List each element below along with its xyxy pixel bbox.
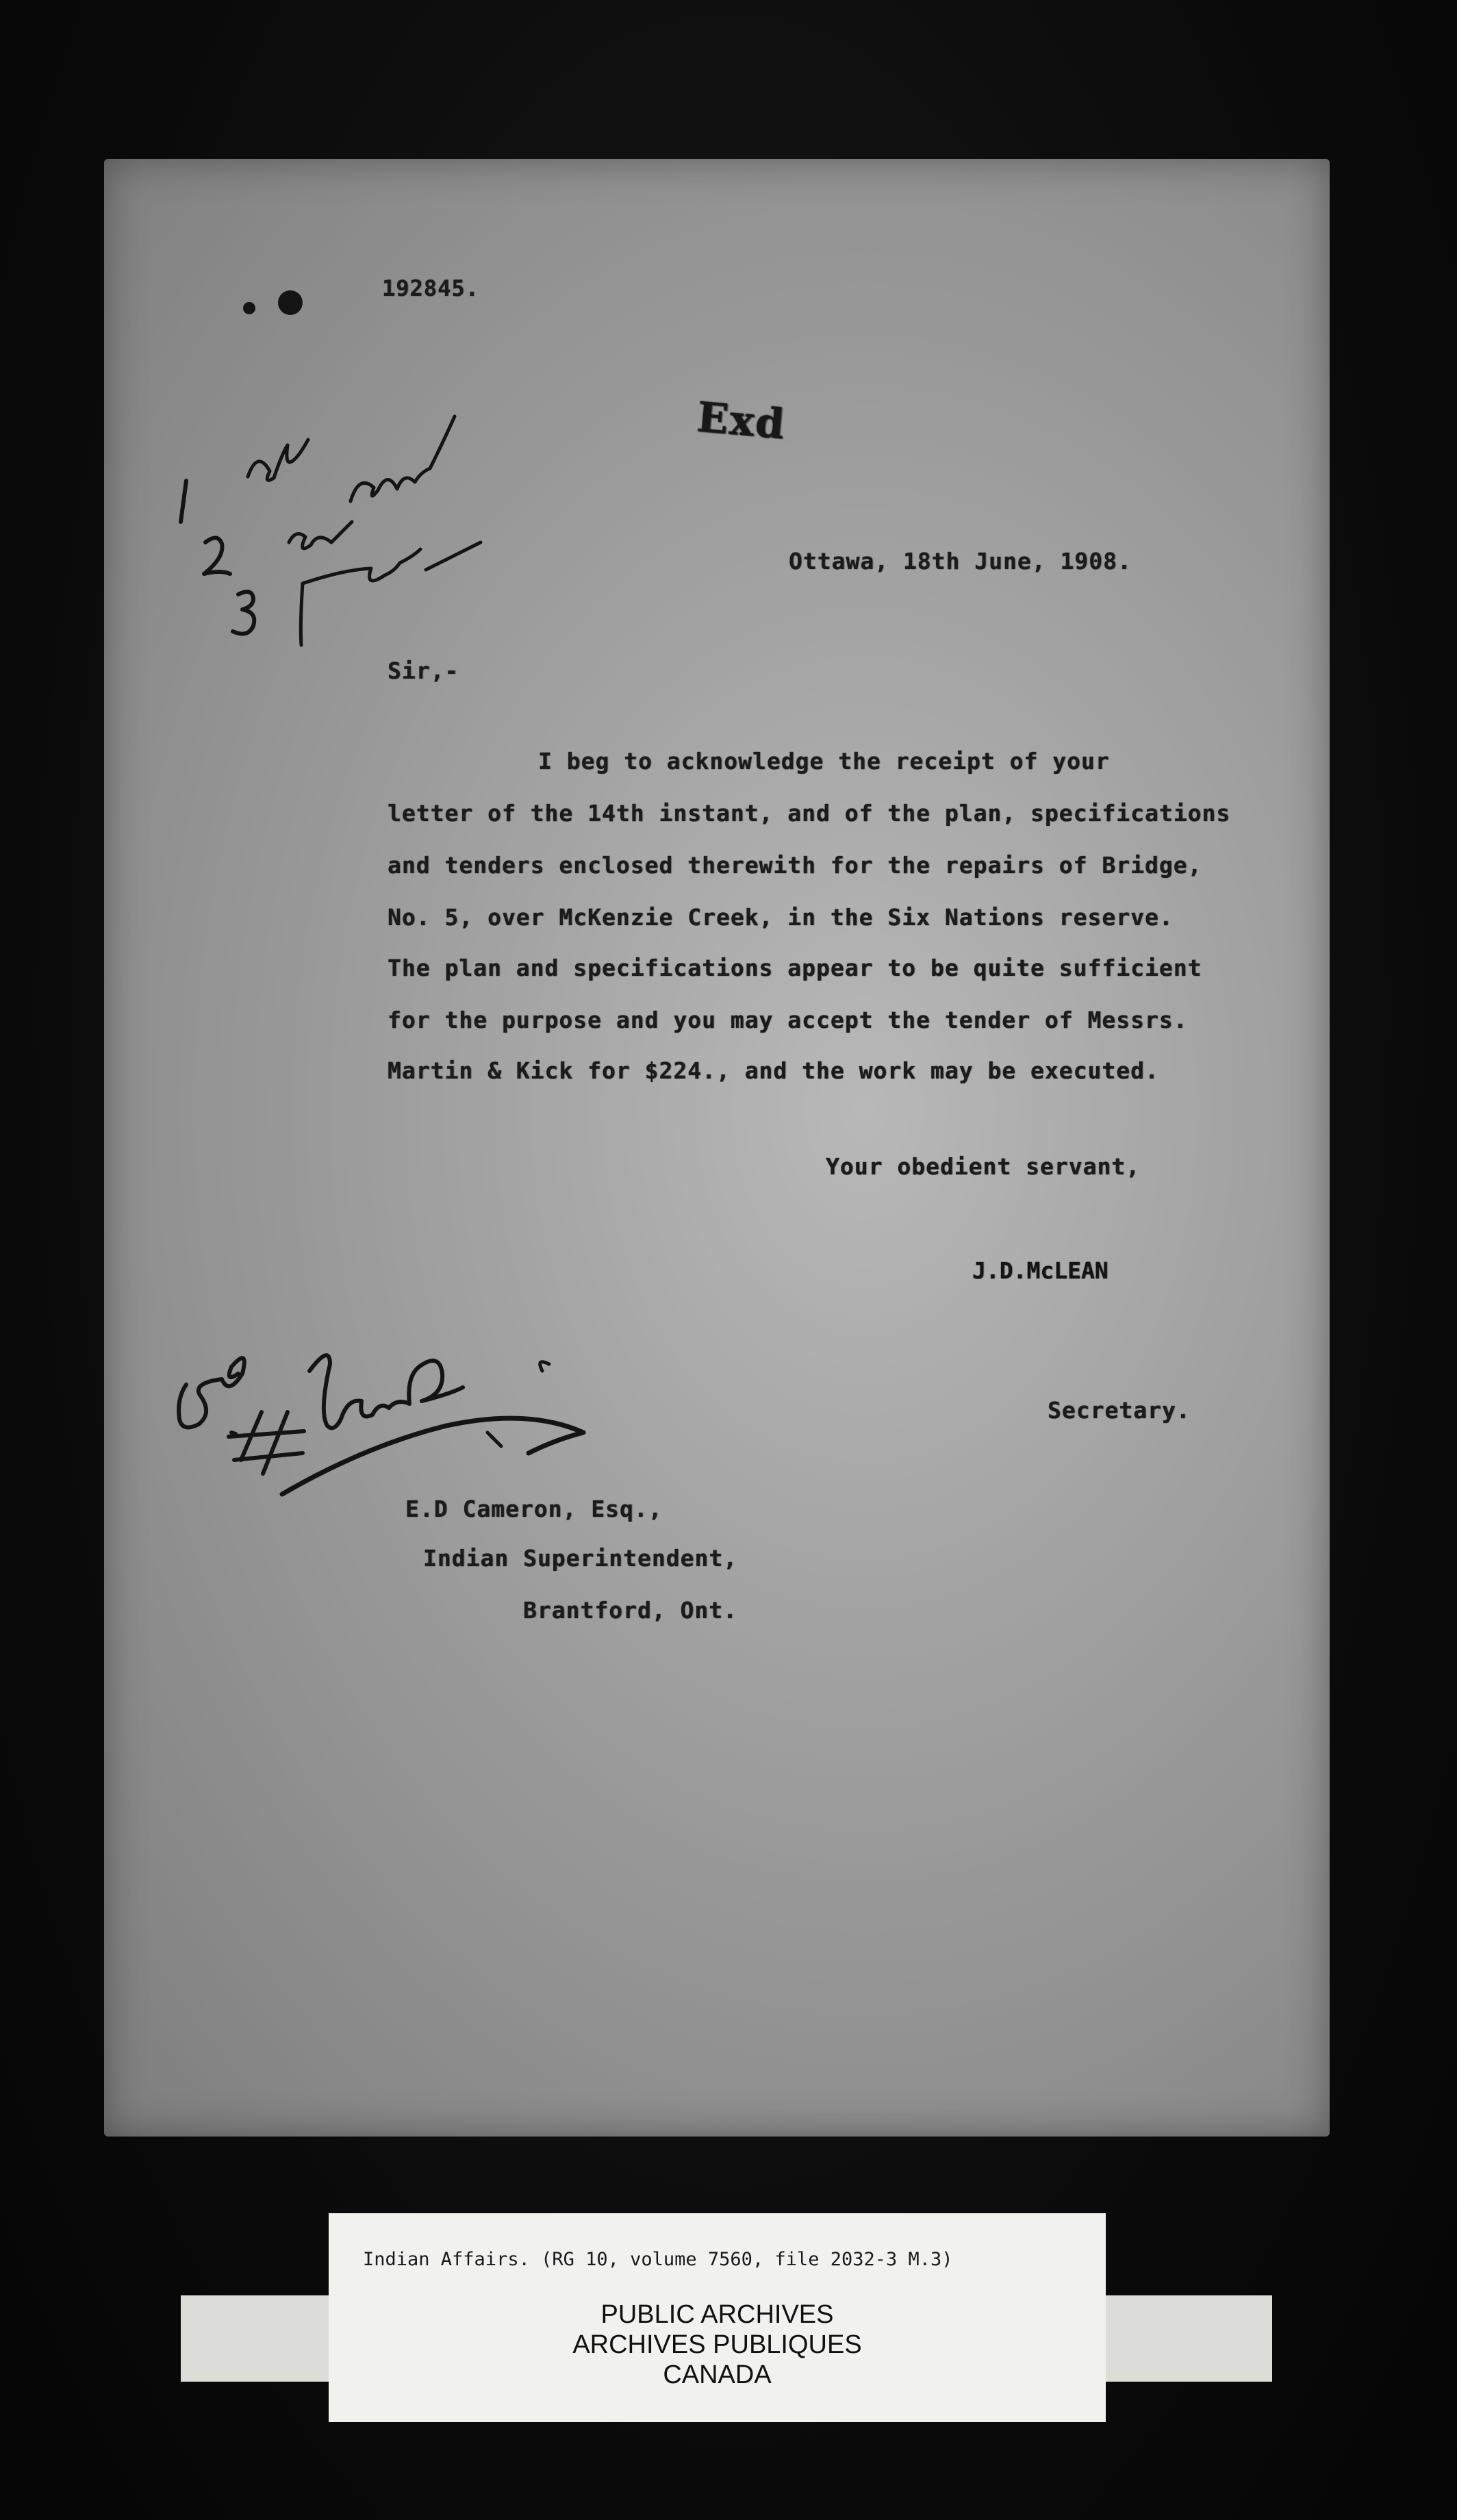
salutation: Sir,- bbox=[388, 657, 459, 684]
label-wing-right bbox=[1093, 2295, 1272, 2382]
margin-note-word-2 bbox=[289, 416, 455, 549]
body-line: I beg to acknowledge the receipt of your bbox=[538, 748, 1110, 774]
ink-blot bbox=[243, 302, 255, 314]
body-line: for the purpose and you may accept the tender of Messrs. bbox=[388, 1007, 1188, 1033]
signature-flourish bbox=[282, 1418, 583, 1494]
closing: Your obedient servant, bbox=[826, 1153, 1141, 1180]
archive-label bbox=[329, 2213, 1106, 2422]
file-number: 192845. bbox=[382, 275, 479, 301]
margin-note-2 bbox=[204, 538, 230, 574]
margin-note-1 bbox=[181, 481, 186, 522]
body-line: and tenders enclosed therewith for the repairs of Bridge, bbox=[388, 852, 1202, 879]
archive-line: CANADA bbox=[663, 2360, 772, 2389]
addressee-location: Brantford, Ont. bbox=[523, 1597, 738, 1624]
addressee-position: Indian Superintendent, bbox=[423, 1545, 738, 1572]
letter-page bbox=[104, 159, 1330, 2137]
signature-initials bbox=[179, 1358, 244, 1434]
margin-note-word-1 bbox=[248, 440, 308, 480]
signer-name: J.D.McLEAN bbox=[972, 1257, 1108, 1284]
archive-line: PUBLIC ARCHIVES bbox=[600, 2300, 834, 2329]
margin-note-word-3 bbox=[301, 542, 481, 645]
signature-mark bbox=[487, 1362, 549, 1446]
archive-reference: Indian Affairs. (RG 10, volume 7560, file 2032-3 M.3) bbox=[363, 2249, 953, 2270]
signature-name bbox=[309, 1355, 463, 1428]
body-line: No. 5, over McKenzie Creek, in the Six Nations reserve. bbox=[388, 904, 1174, 931]
signer-title: Secretary. bbox=[1048, 1397, 1191, 1424]
label-wing-left bbox=[181, 2295, 345, 2382]
ink-blot bbox=[278, 290, 303, 315]
body-line: letter of the 14th instant, and of the plan, specifications bbox=[388, 800, 1231, 827]
handwritten-annotations bbox=[104, 159, 1330, 2137]
body-line: The plan and specifications appear to be quite sufficient bbox=[388, 955, 1202, 981]
exd-stamp: Exd bbox=[695, 393, 788, 449]
addressee-name: E.D Cameron, Esq., bbox=[405, 1496, 663, 1522]
signature-hash bbox=[229, 1412, 304, 1474]
margin-note-3 bbox=[233, 592, 254, 633]
archive-name bbox=[329, 2300, 1106, 2390]
dateline: Ottawa, 18th June, 1908. bbox=[789, 548, 1132, 575]
archive-line: ARCHIVES PUBLIQUES bbox=[572, 2330, 862, 2359]
body-line: Martin & Kick for $224., and the work may be executed. bbox=[388, 1057, 1159, 1084]
